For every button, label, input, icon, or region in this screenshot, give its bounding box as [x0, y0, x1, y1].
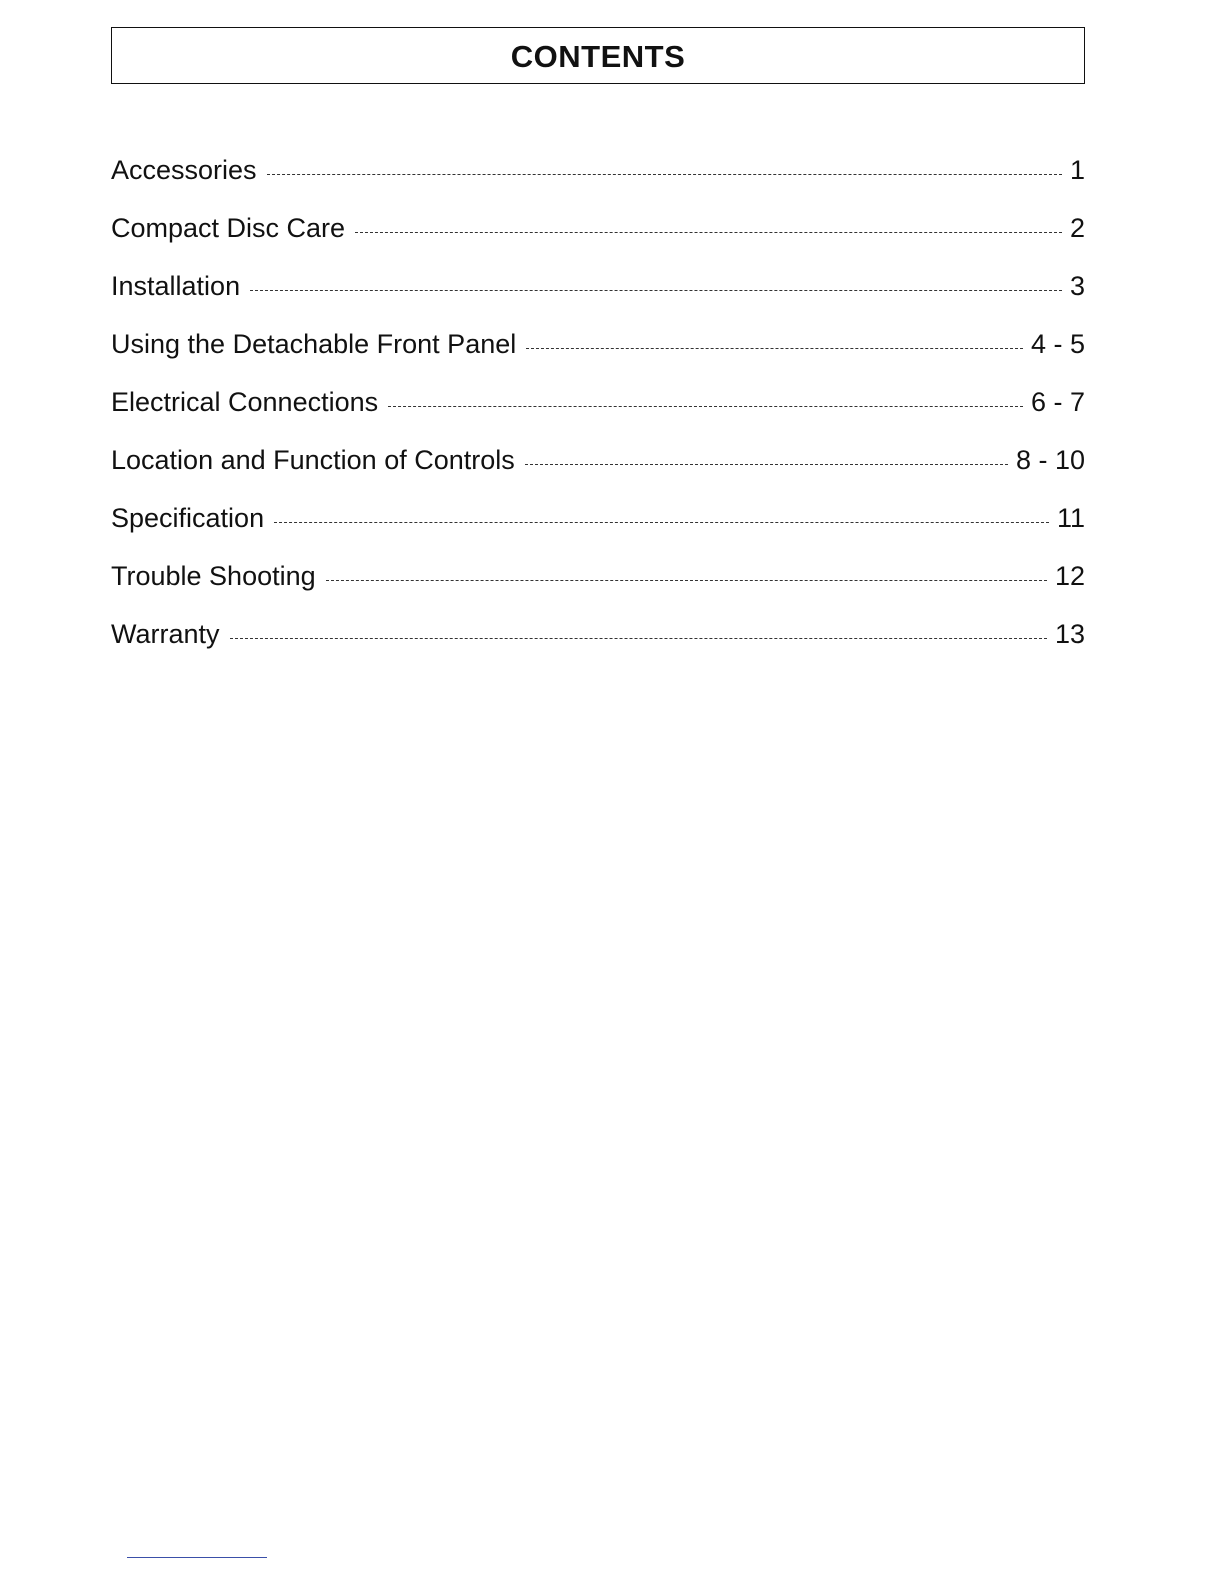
toc-entry-electrical-connections[interactable]: [111, 387, 1085, 445]
toc-entry-page: 1: [1069, 155, 1085, 185]
dot-leader: [274, 521, 1049, 523]
toc-entry-specification[interactable]: [111, 503, 1085, 561]
toc-entry-page: 8 - 10: [1015, 445, 1085, 475]
dot-leader: [525, 463, 1008, 465]
toc-entry-label: Specification: [111, 503, 265, 533]
toc-entry-installation[interactable]: [111, 271, 1085, 329]
toc-entry-accessories[interactable]: [111, 155, 1085, 213]
dot-leader: [355, 231, 1062, 233]
toc-entry-compact-disc-care[interactable]: [111, 213, 1085, 271]
toc-entry-page: 4 - 5: [1030, 329, 1085, 359]
toc-entry-page: 6 - 7: [1030, 387, 1085, 417]
toc-entry-page: 13: [1054, 619, 1085, 649]
page-title: CONTENTS: [510, 38, 686, 74]
toc-entry-label: Location and Function of Controls: [111, 445, 515, 475]
toc-entry-page: 12: [1054, 561, 1085, 591]
toc-entry-location-function-controls[interactable]: [111, 445, 1085, 503]
footer-rule: [127, 1557, 267, 1558]
table-of-contents: [111, 155, 1085, 677]
toc-entry-page: 2: [1069, 213, 1085, 243]
toc-entry-label: Warranty: [111, 619, 220, 649]
dot-leader: [250, 289, 1062, 291]
toc-entry-label: Trouble Shooting: [111, 561, 316, 591]
toc-entry-trouble-shooting[interactable]: [111, 561, 1085, 619]
toc-entry-page: 11: [1056, 503, 1085, 533]
dot-leader: [326, 579, 1047, 581]
toc-entry-label: Electrical Connections: [111, 387, 379, 417]
dot-leader: [526, 347, 1023, 349]
dot-leader: [267, 173, 1062, 175]
toc-entry-label: Accessories: [111, 155, 257, 185]
contents-title-box: [111, 27, 1085, 84]
toc-entry-page: 3: [1069, 271, 1085, 301]
toc-entry-warranty[interactable]: [111, 619, 1085, 677]
toc-entry-label: Using the Detachable Front Panel: [111, 329, 517, 359]
dot-leader: [388, 405, 1023, 407]
toc-entry-detachable-front-panel[interactable]: [111, 329, 1085, 387]
dot-leader: [230, 637, 1047, 639]
toc-entry-label: Installation: [111, 271, 241, 301]
toc-entry-label: Compact Disc Care: [111, 213, 346, 243]
